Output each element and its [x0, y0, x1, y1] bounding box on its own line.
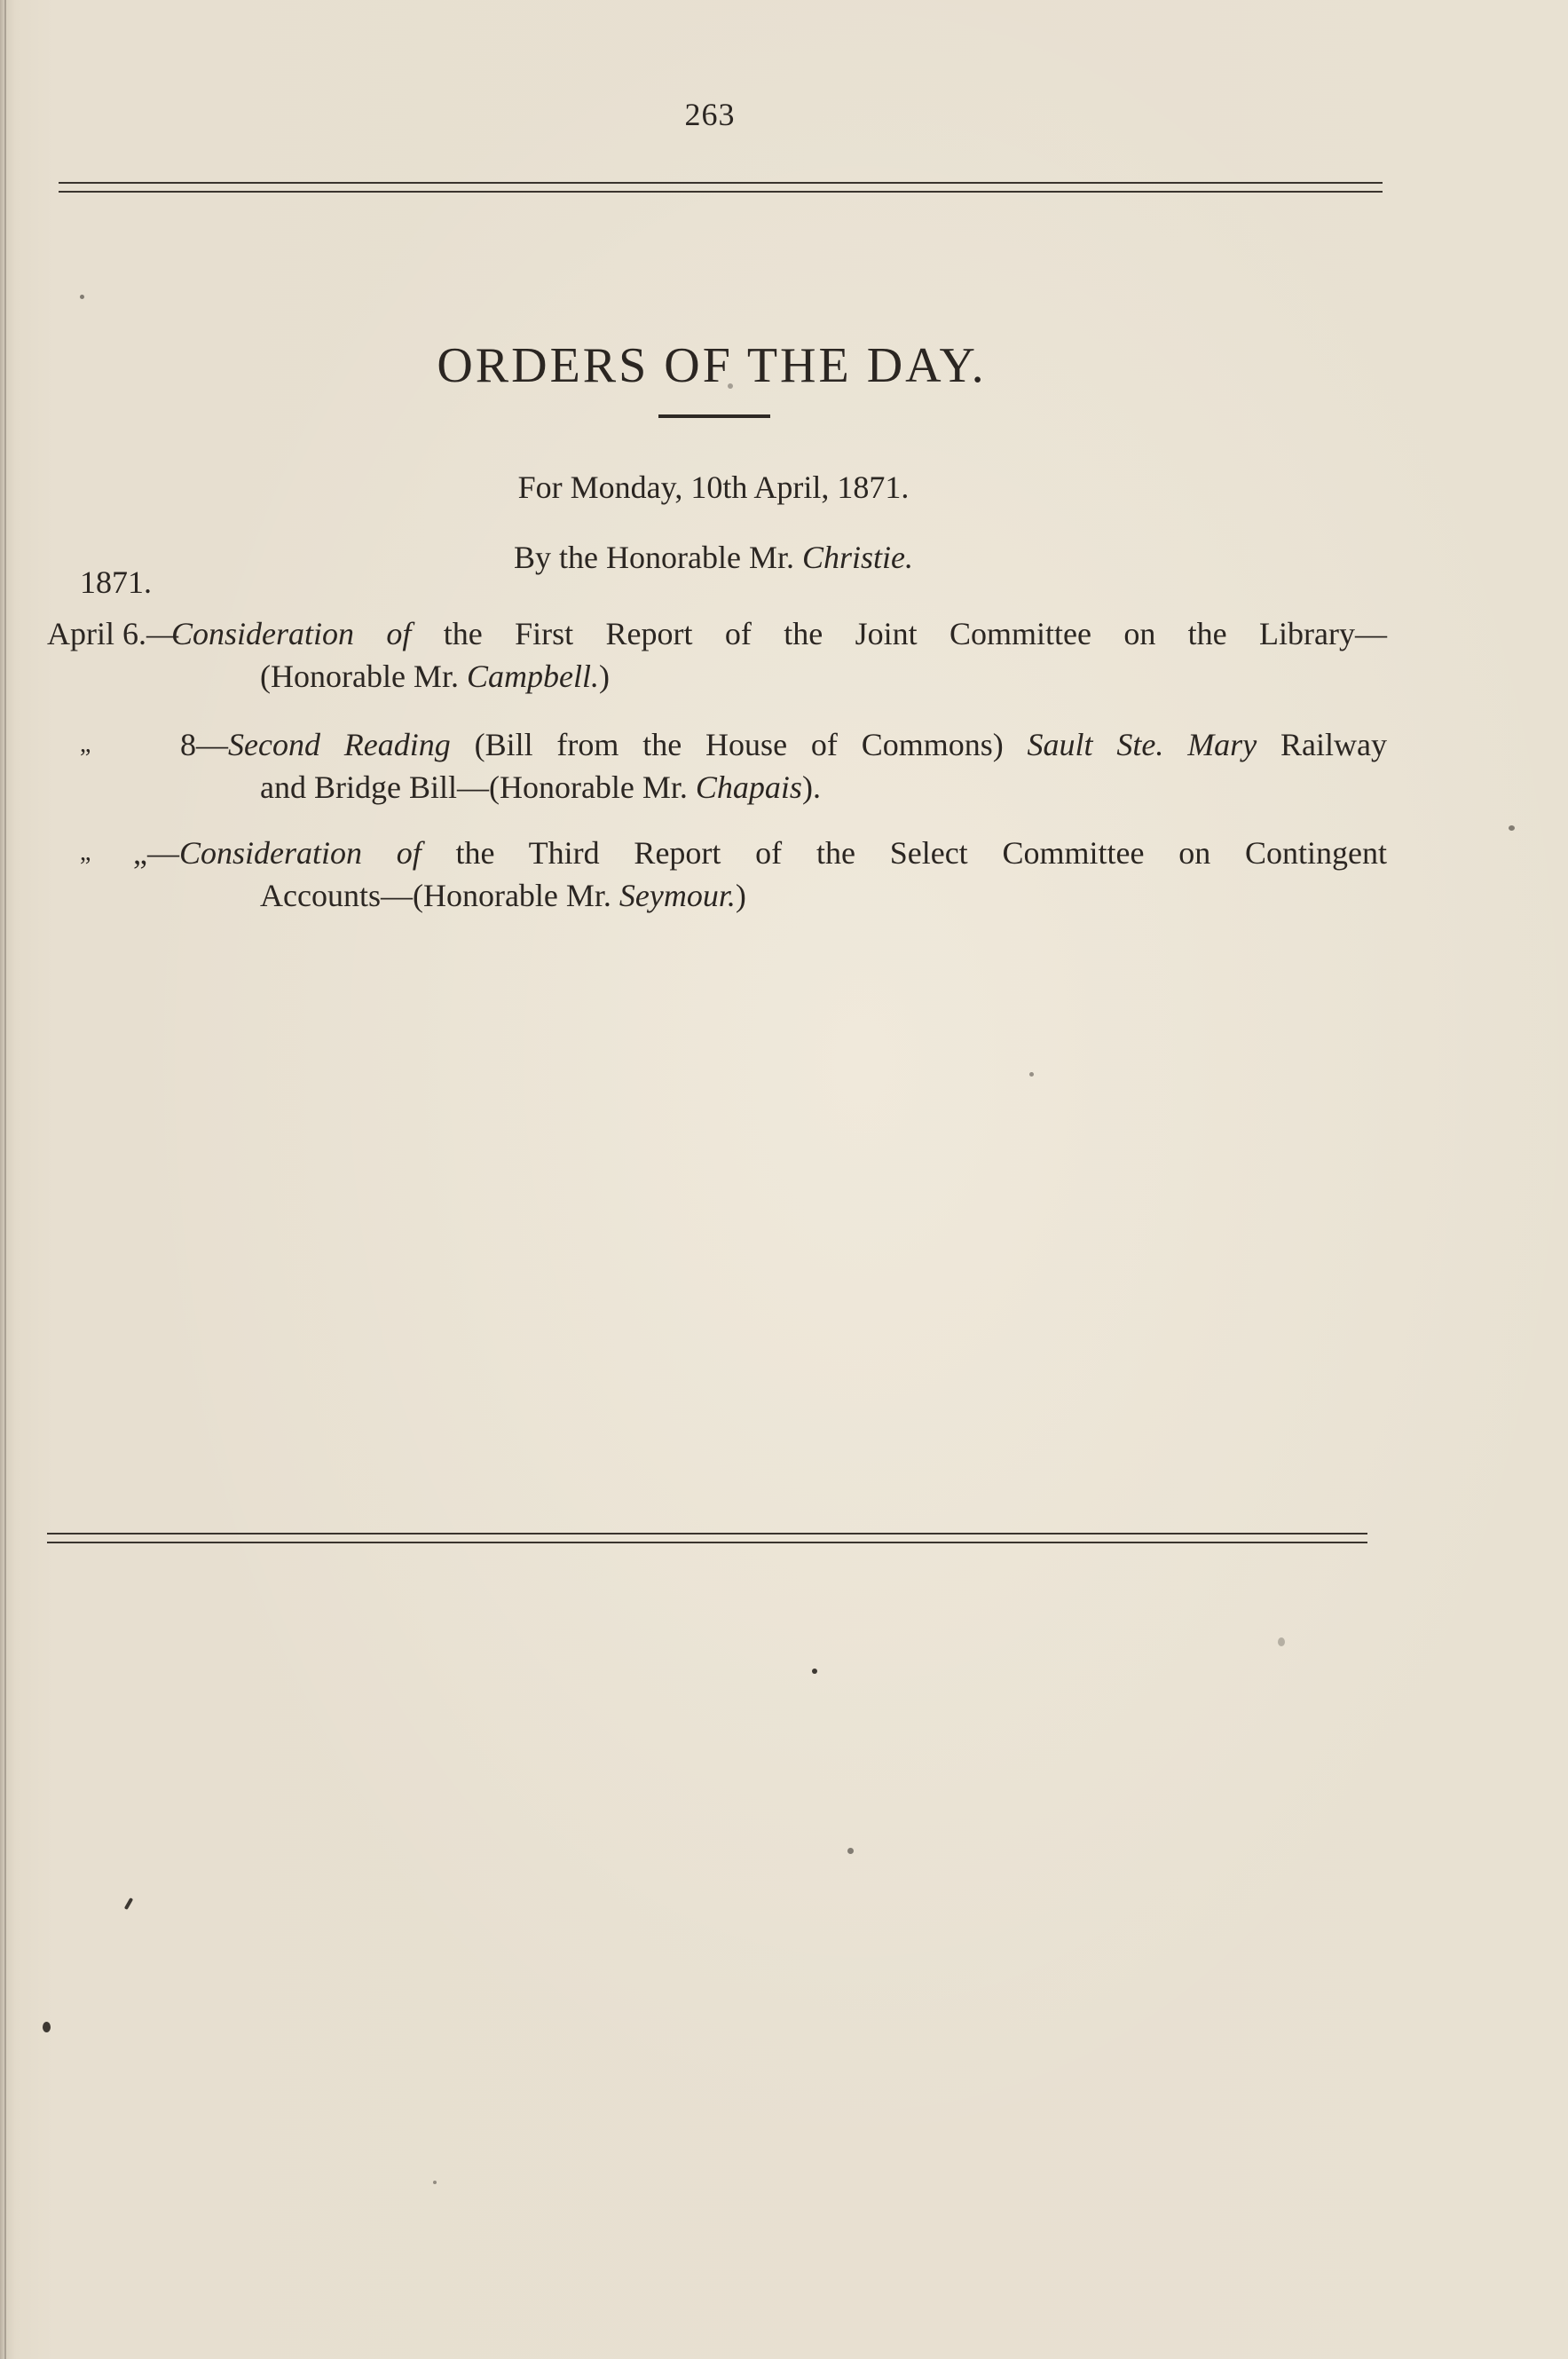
order-date: „—: [133, 835, 179, 871]
ink-speck: [80, 295, 84, 299]
order-text-line-2: [260, 768, 821, 807]
mover-prefix: Accounts—(Honorable Mr.: [260, 878, 619, 913]
ditto-mark: „: [80, 839, 91, 866]
mover-suffix: ): [735, 878, 746, 913]
mover-suffix: ): [598, 659, 610, 694]
order-text-line-1: [180, 725, 1387, 764]
year-label: 1871.: [80, 564, 152, 600]
order-subject: the Third Report of the Select Committee on Contingent: [421, 835, 1387, 871]
bill-name: Sault Ste. Mary: [1027, 727, 1257, 762]
ditto-mark: „: [80, 730, 91, 758]
mover-prefix: and Bridge Bill—(Honorable Mr.: [260, 769, 696, 805]
ink-speck: [812, 1669, 817, 1674]
ink-speck: [433, 2181, 437, 2184]
order-action: Consideration of: [178, 835, 422, 871]
ink-speck: [124, 1897, 133, 1910]
mover-prefix: (Honorable Mr.: [260, 659, 467, 694]
order-text-line-2: [260, 657, 610, 696]
sponsor-line: [0, 539, 1427, 576]
ink-speck: [43, 2022, 51, 2032]
ink-speck: [1509, 825, 1515, 831]
sitting-date: For Monday, 10th April, 1871.: [517, 469, 910, 505]
mover-name: Chapais: [695, 769, 802, 805]
ink-speck: [1029, 1072, 1034, 1077]
sponsor-name: Christie.: [801, 540, 913, 575]
ink-speck: [728, 383, 733, 389]
order-action: Consideration of: [171, 616, 412, 651]
order-date: April 6.—: [47, 616, 178, 651]
mover-name: Campbell.: [466, 659, 599, 694]
page-number: 263: [684, 97, 736, 132]
mover-suffix: ).: [801, 769, 821, 805]
title-underline: [658, 414, 770, 418]
order-action: Second Reading: [228, 727, 451, 762]
order-date: 8—: [180, 727, 228, 762]
mover-name: Seymour.: [619, 878, 736, 913]
order-subject: the First Report of the Joint Committee on the Library—: [411, 616, 1387, 651]
order-subject-tail: Railway: [1257, 727, 1387, 762]
ink-speck: [1278, 1637, 1285, 1646]
sponsor-prefix: By the Honorable Mr.: [514, 540, 802, 575]
order-text-line-2: [260, 876, 746, 915]
order-text-line-1: [171, 614, 1387, 653]
page-title: ORDERS OF THE DAY.: [437, 337, 987, 393]
ink-speck: [847, 1848, 854, 1854]
order-text-line-1: [133, 833, 1387, 872]
order-subject: (Bill from the House of Commons): [450, 727, 1028, 762]
